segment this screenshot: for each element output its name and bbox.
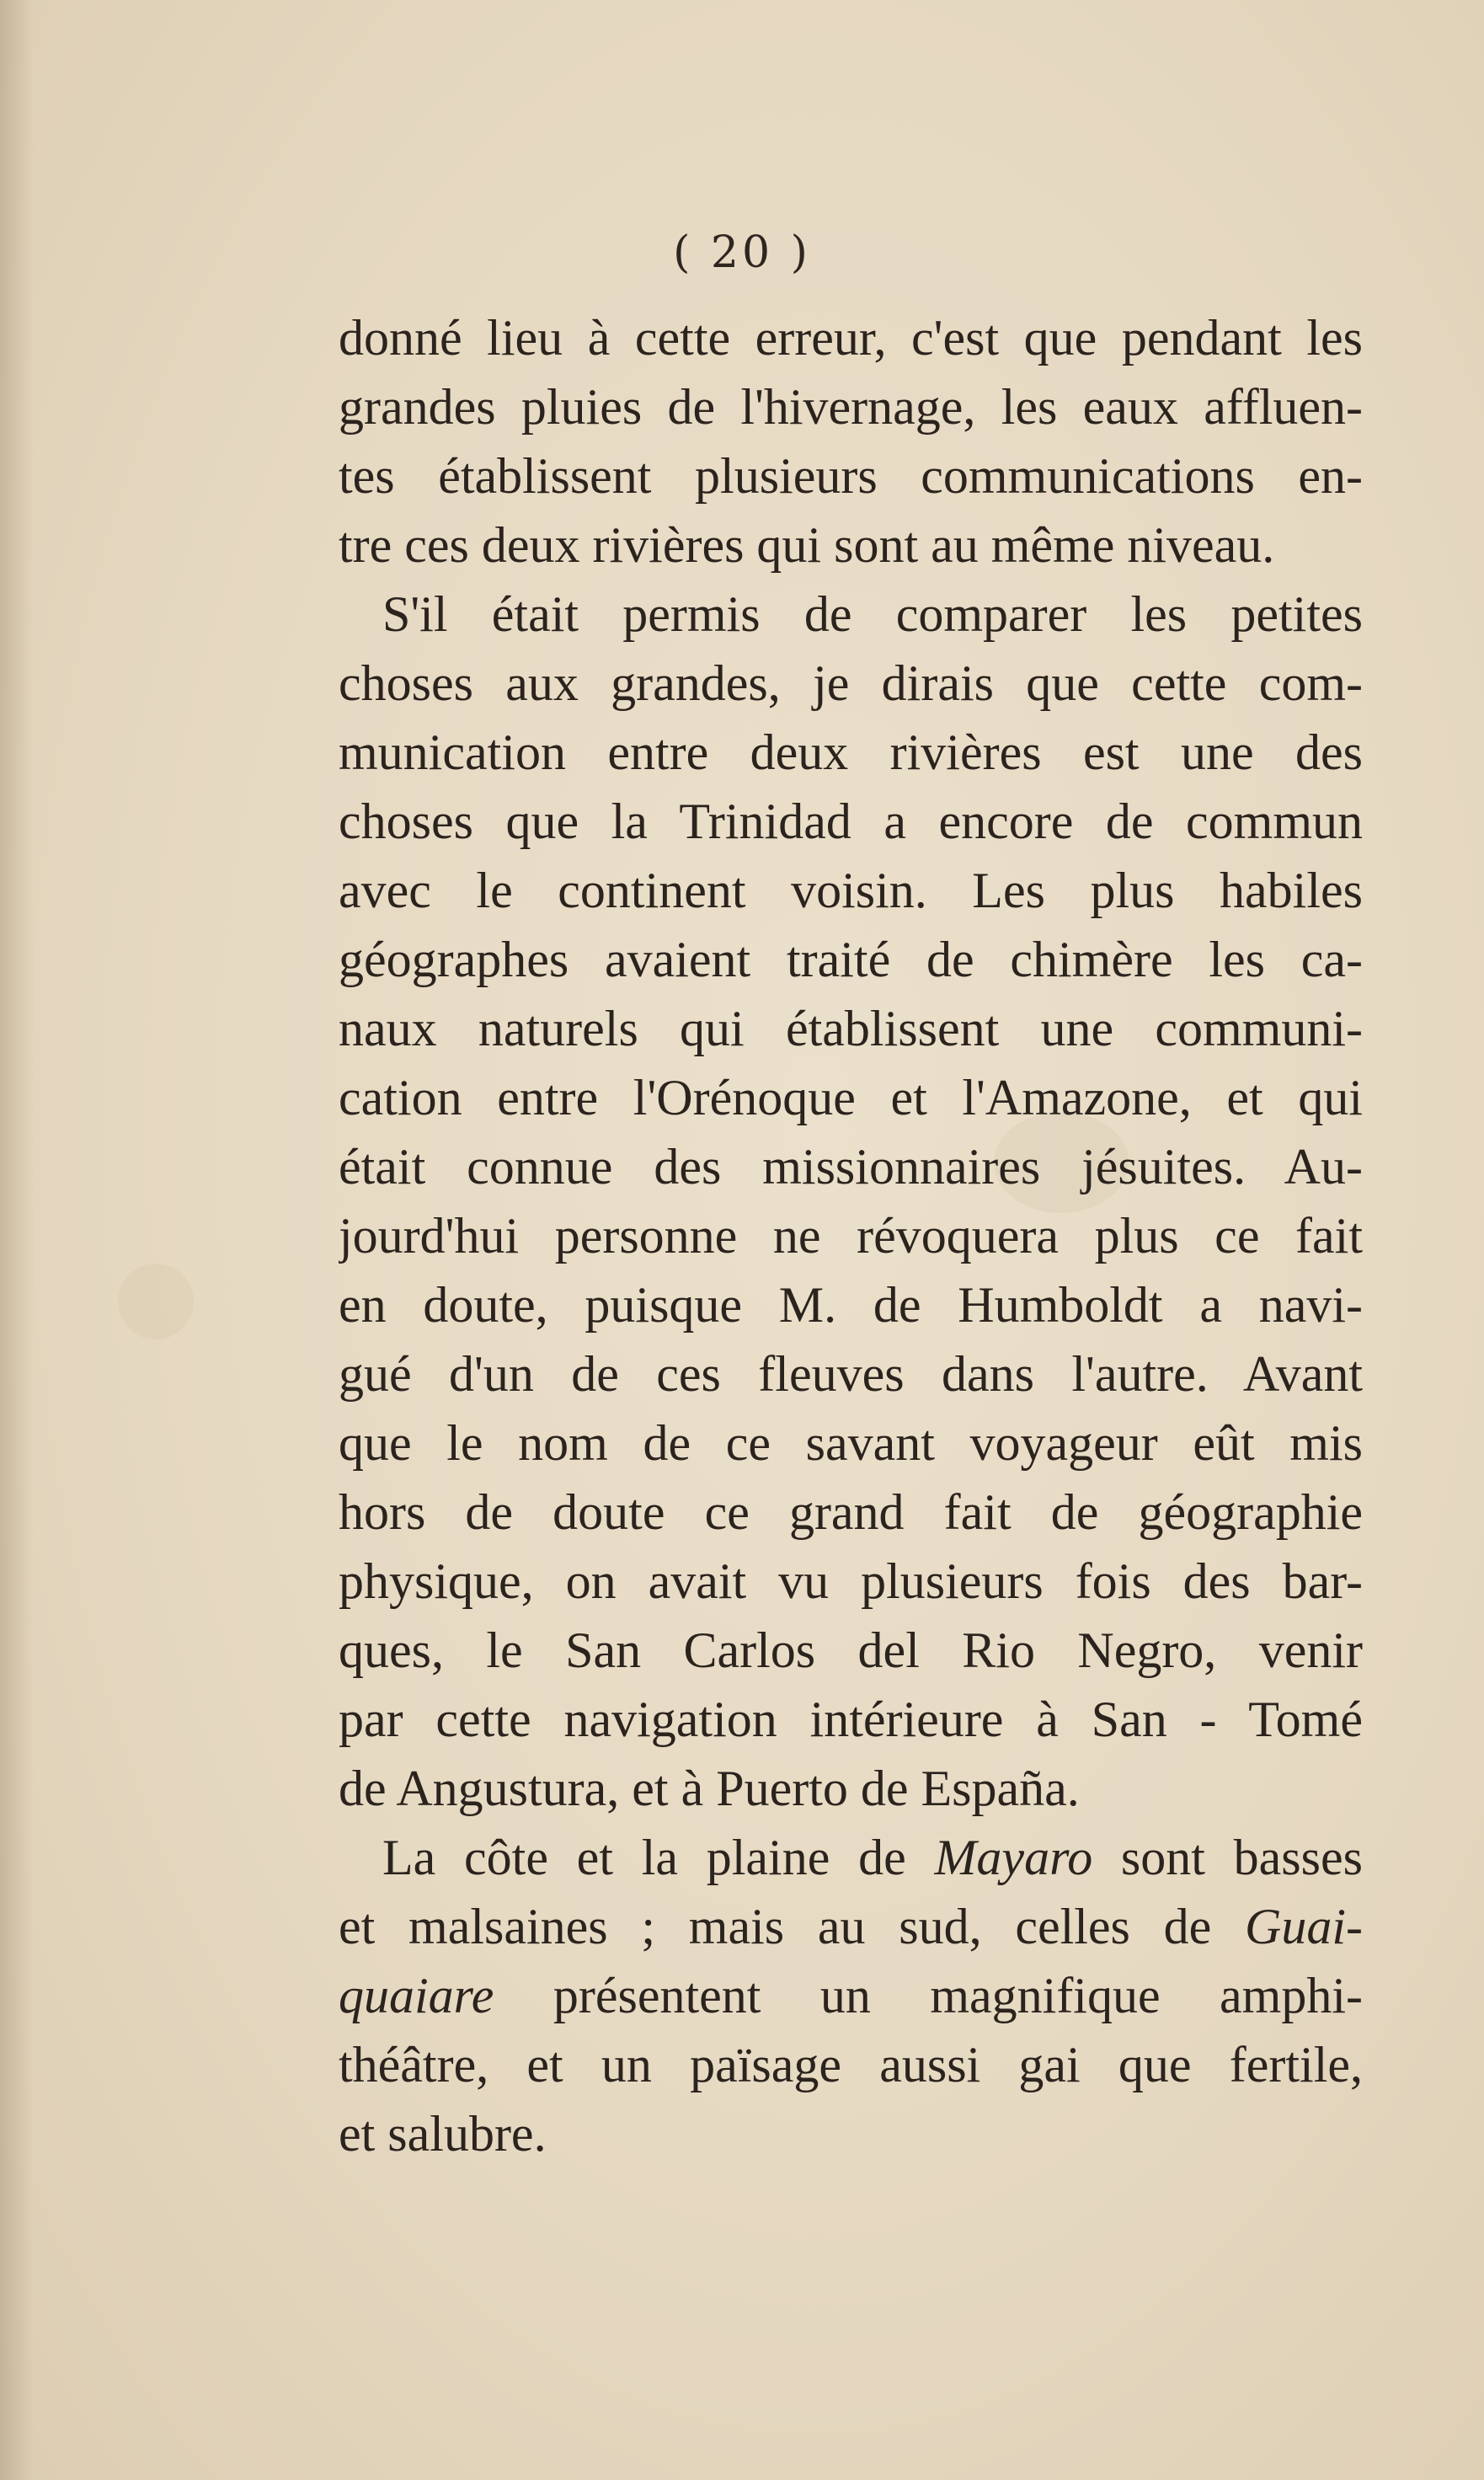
text-run: sont basses <box>1092 1830 1363 1885</box>
text-line: jourd'hui personne ne révoquera plus ce fait <box>339 1208 1363 1264</box>
text-line: donné lieu à cette erreur, c'est que pendant les <box>339 310 1363 366</box>
text-line: tes établissent plusieurs communications en- <box>339 448 1363 504</box>
text-line: cation entre l'Orénoque et l'Amazone, et qui <box>339 1070 1363 1125</box>
text-line: avec le continent voisin. Les plus habiles <box>339 863 1363 918</box>
text-line <box>339 1892 1363 1961</box>
text-line: en doute, puisque M. de Humboldt a navi- <box>339 1277 1363 1333</box>
paper-stain <box>118 1264 194 1339</box>
place-name-italic: quaiare <box>339 1968 494 2023</box>
text-line: théâtre, et un païsage aussi gai que fertile, <box>339 2037 1363 2092</box>
text-line: ques, le San Carlos del Rio Negro, venir <box>339 1622 1363 1678</box>
text-line: munication entre deux rivières est une des <box>339 724 1363 780</box>
text-line: tre ces deux rivières qui sont au même niveau. <box>339 517 1275 573</box>
body-text <box>339 303 1363 2168</box>
text-line: par cette navigation intérieure à San - Tomé <box>339 1692 1363 1747</box>
text-run: présentent un magnifique amphi- <box>494 1968 1363 2023</box>
text-line: choses que la Trinidad a encore de commun <box>339 794 1363 849</box>
text-line: géographes avaient traité de chimère les ca- <box>339 932 1363 987</box>
text-line: grandes pluies de l'hivernage, les eaux affluen- <box>339 379 1363 435</box>
text-line: choses aux grandes, je dirais que cette com- <box>339 655 1363 711</box>
place-name-italic: Mayaro <box>934 1830 1093 1885</box>
text-line: était connue des missionnaires jésuites. Au- <box>339 1139 1363 1195</box>
text-line: que le nom de ce savant voyageur eût mis <box>339 1415 1363 1471</box>
text-line <box>339 1823 1363 1892</box>
page-number: ( 20 ) <box>673 227 811 278</box>
page-fold-shadow <box>0 0 34 2480</box>
text-line: physique, on avait vu plusieurs fois des bar- <box>339 1553 1363 1609</box>
text-line <box>339 1961 1363 2030</box>
text-run: La côte et la plaine de <box>382 1830 935 1885</box>
text-run: et malsaines ; mais au sud, celles de <box>339 1899 1246 1954</box>
text-line: naux naturels qui établissent une communi- <box>339 1001 1363 1056</box>
text-line: de Angustura, et à Puerto de España. <box>339 1761 1080 1816</box>
text-line: et salubre. <box>339 2106 547 2162</box>
text-line: S'il était permis de comparer les petites <box>382 586 1363 642</box>
text-line: hors de doute ce grand fait de géographie <box>339 1484 1363 1540</box>
place-name-italic: Guai- <box>1245 1899 1363 1954</box>
text-line: gué d'un de ces fleuves dans l'autre. Avant <box>339 1346 1363 1402</box>
